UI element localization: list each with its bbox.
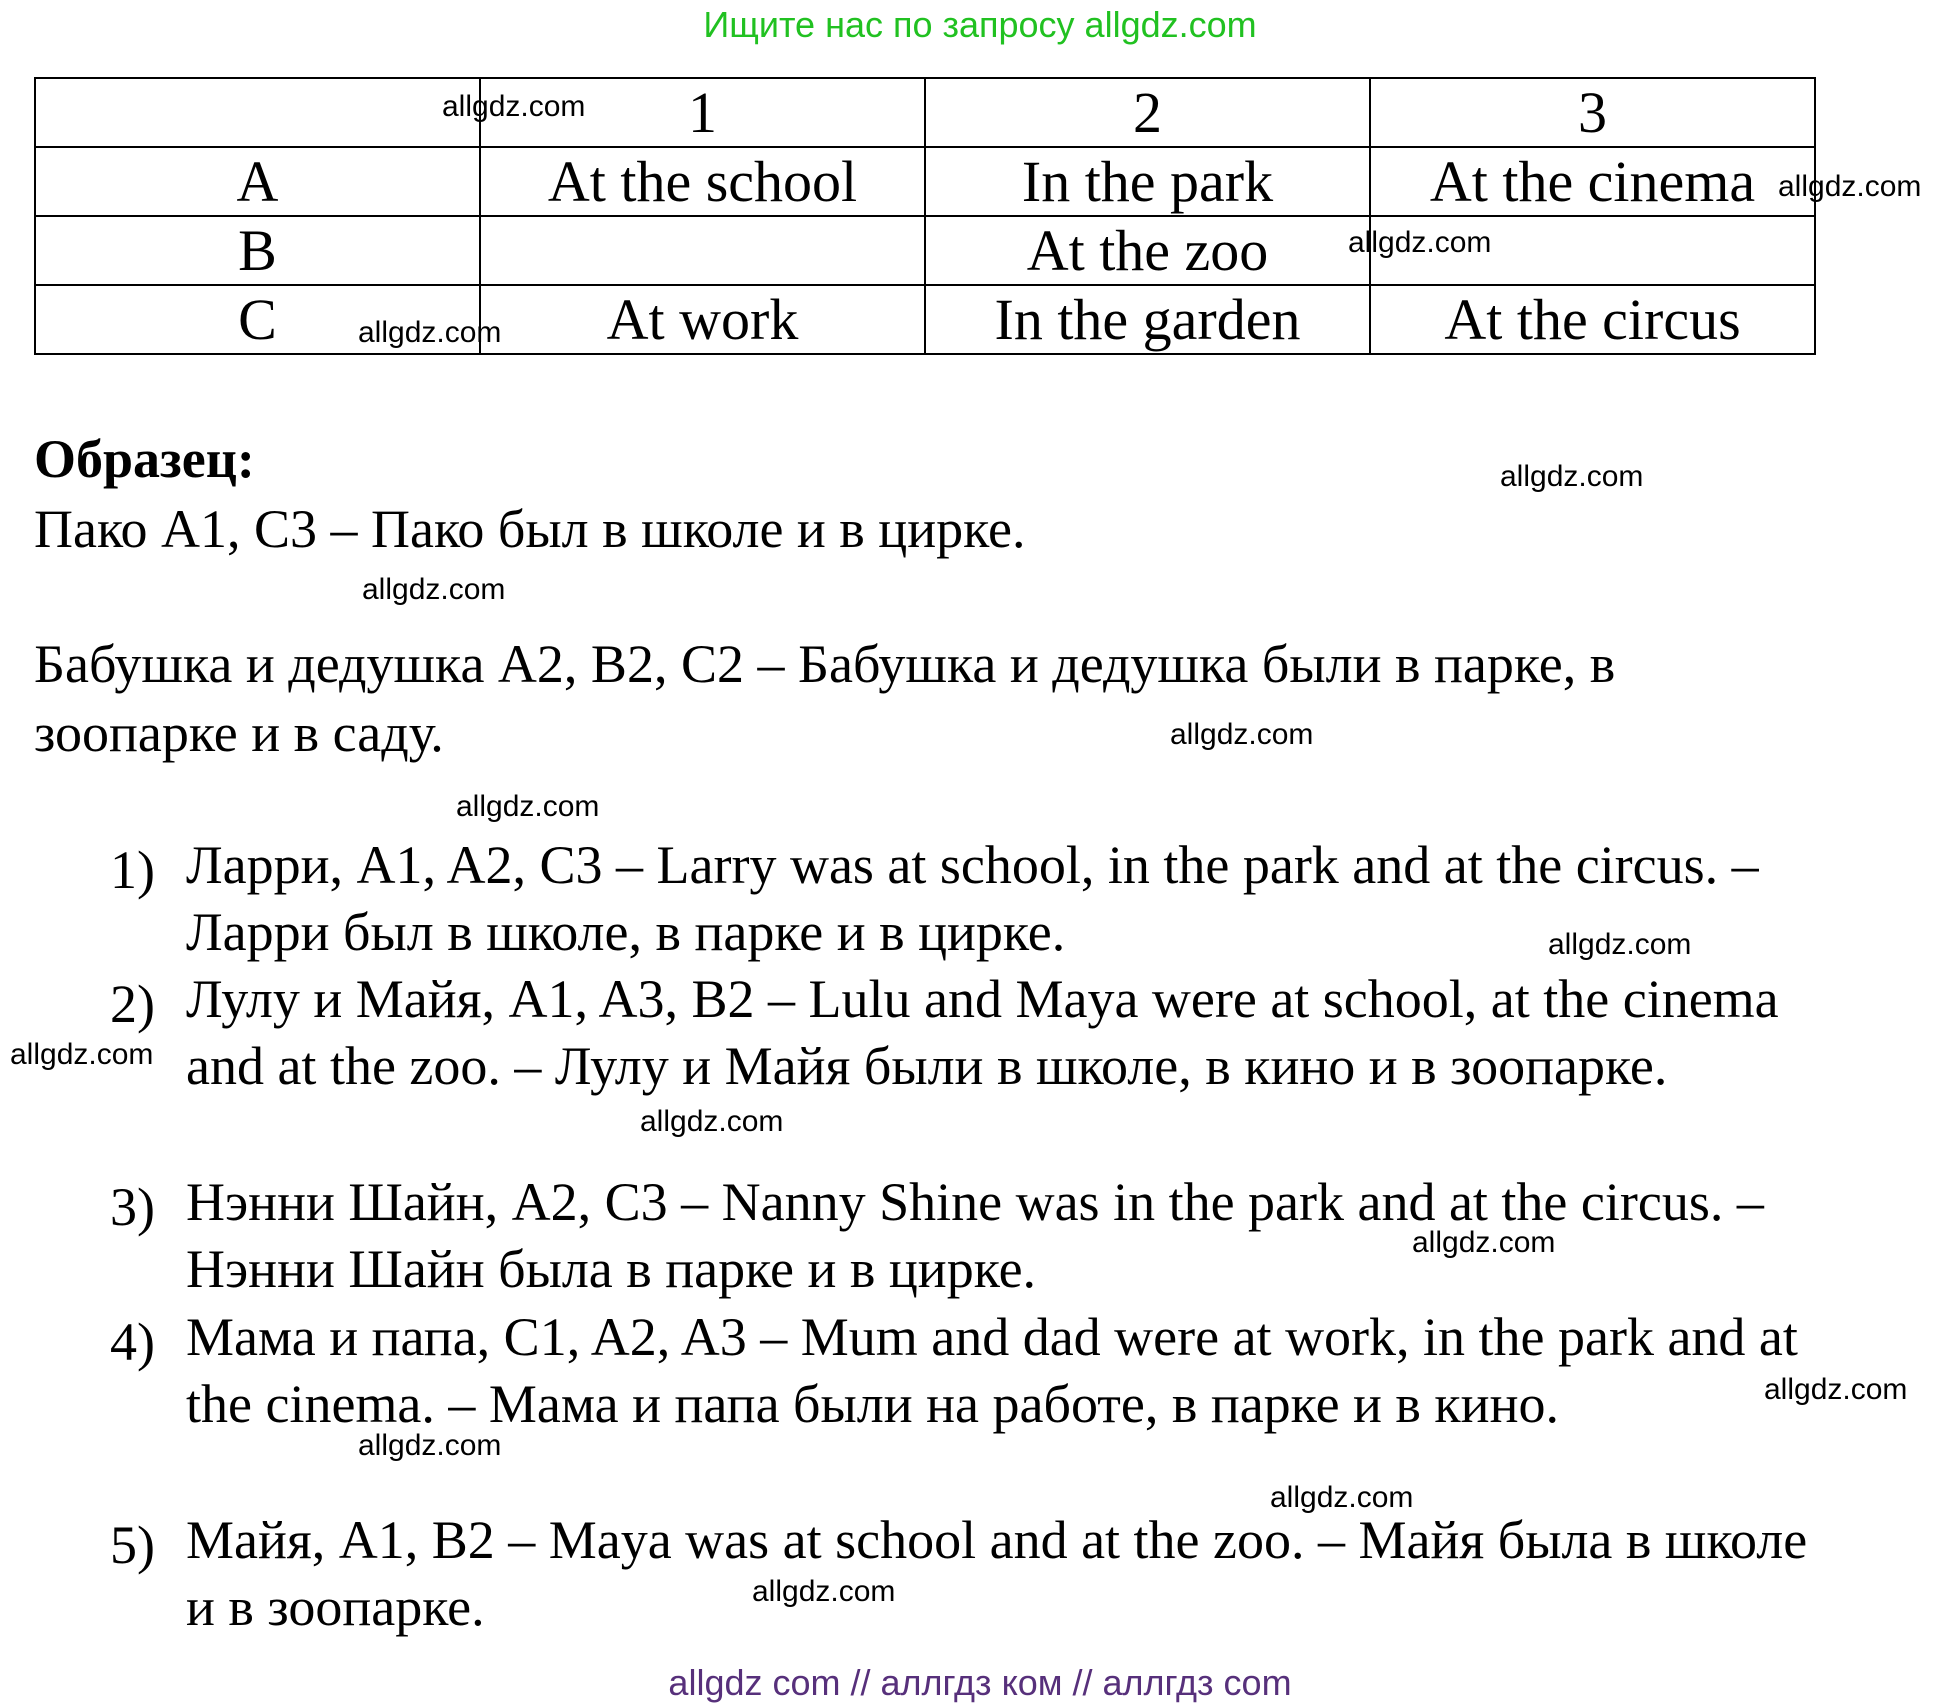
watermark: allgdz.com xyxy=(456,790,600,823)
item-number: 5) xyxy=(110,1515,155,1575)
list-item: Майя, A1, B2 – Maya was at school and at the zoo. – Майя была в школе и в зоопарке. xyxy=(186,1510,1808,1637)
list-item: Лулу и Майя, A1, A3, B2 – Lulu and Maya were at school, at the cinema and at the zoo. – Лулу и Майя были в школе, в кино и в зоопарке. xyxy=(186,969,1779,1096)
watermark: allgdz.com xyxy=(1170,718,1314,751)
column-header: 2 xyxy=(925,78,1370,147)
column-header: 1 xyxy=(480,78,925,147)
column-header: 3 xyxy=(1370,78,1815,147)
watermark: allgdz.com xyxy=(1764,1373,1908,1406)
watermark: allgdz.com xyxy=(1270,1481,1414,1514)
table-cell: At the school xyxy=(480,147,925,216)
table-cell: In the garden xyxy=(925,285,1370,354)
item-number: 1) xyxy=(110,840,155,900)
watermark: allgdz.com xyxy=(752,1575,896,1608)
item-number: 3) xyxy=(110,1177,155,1237)
table-row xyxy=(35,216,1815,285)
table-corner-cell xyxy=(35,78,480,147)
table-header-row xyxy=(35,78,1815,147)
table-cell xyxy=(480,216,925,285)
list-item: Нэнни Шайн, A2, C3 – Nanny Shine was in the park and at the circus. – Нэнни Шайн была в парке и в цирке. xyxy=(186,1172,1764,1299)
watermark: allgdz.com xyxy=(358,316,502,349)
footer-banner: allgdz com // аллгдз ком // аллгдз com xyxy=(668,1662,1292,1703)
watermark: allgdz.com xyxy=(1500,460,1644,493)
item-number: 4) xyxy=(110,1312,155,1372)
watermark: allgdz.com xyxy=(1412,1226,1556,1259)
row-label: A xyxy=(35,147,480,216)
row-label: C xyxy=(35,285,480,354)
site-banner: Ищите нас по запросу allgdz.com xyxy=(703,4,1257,45)
sample-line: Бабушка и дедушка A2, B2, C2 – Бабушка и дедушка были в парке, в xyxy=(34,634,1616,694)
table-cell: At the cinema xyxy=(1370,147,1815,216)
watermark: allgdz.com xyxy=(1548,928,1692,961)
table-cell: In the park xyxy=(925,147,1370,216)
table-row xyxy=(35,147,1815,216)
watermark: allgdz.com xyxy=(358,1429,502,1462)
table-cell: At work xyxy=(480,285,925,354)
watermark: allgdz.com xyxy=(640,1105,784,1138)
table-row xyxy=(35,285,1815,354)
item-number: 2) xyxy=(110,974,155,1034)
watermark: allgdz.com xyxy=(362,573,506,606)
sample-heading: Образец: xyxy=(34,429,255,489)
table-cell: At the circus xyxy=(1370,285,1815,354)
sample-line: зоопарке и в саду. xyxy=(34,703,444,763)
answer-grid xyxy=(34,77,1816,355)
watermark: allgdz.com xyxy=(1778,170,1922,203)
list-item: Мама и папа, C1, A2, A3 – Mum and dad were at work, in the park and at the cinema. – Мама и папа были на работе, в парке и в кино. xyxy=(186,1307,1798,1434)
watermark: allgdz.com xyxy=(10,1038,154,1071)
table-cell: At the zoo xyxy=(925,216,1370,285)
watermark: allgdz.com xyxy=(1348,226,1492,259)
watermark: allgdz.com xyxy=(442,90,586,123)
list-item: Ларри, A1, A2, C3 – Larry was at school, in the park and at the circus. – Ларри был в школе, в парке и в цирке. xyxy=(186,835,1759,962)
sample-line: Пако A1, C3 – Пако был в школе и в цирке. xyxy=(34,499,1026,559)
row-label: B xyxy=(35,216,480,285)
